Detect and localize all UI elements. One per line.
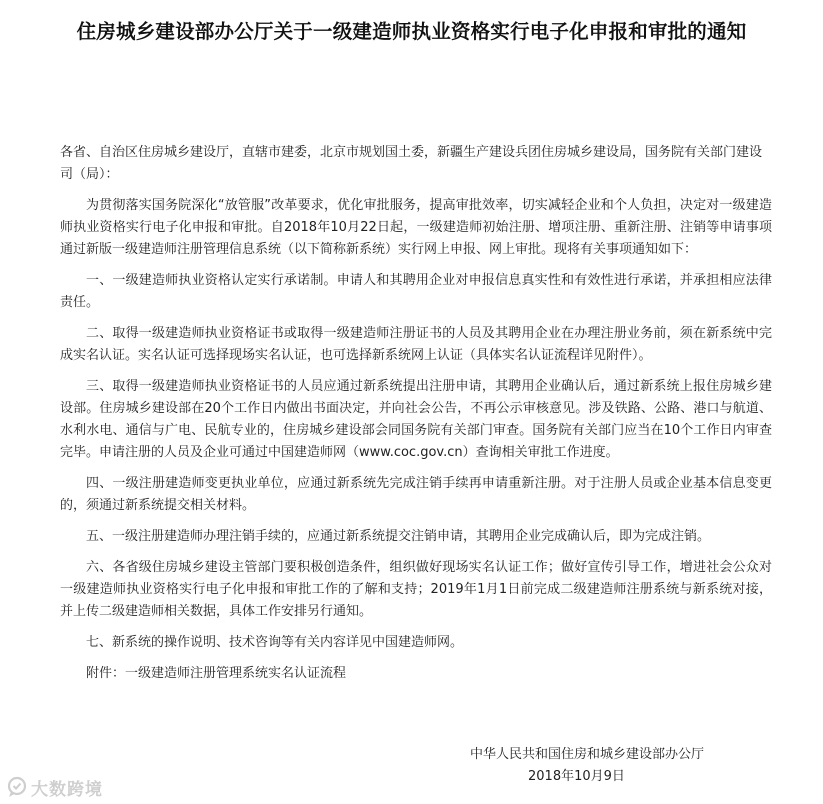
watermark <box>6 775 103 799</box>
signature-block <box>470 744 730 788</box>
salutation: 各省、自治区住房城乡建设厅，直辖市建委，北京市规划国土委，新疆生产建设兵团住房城乡建设局，国务院有关部门建设司（局）： <box>60 145 763 182</box>
signature-date: 2018年10月9日 <box>528 769 625 784</box>
clause-three: 三、取得一级建造师执业资格证书的人员应通过新系统提出注册申请，其聘用企业确认后，通过新系统上报住房城乡建设部。住房城乡建设部在20个工作日内做出书面决定，并向社会公告，不再公示审核意见。涉及铁路、公路、港口与航道、水利水电、通信与广电、民航专业的，住房城乡建设部会同国务院有关部门审查。国务院有关部门应当在10个工作日内审查完毕。申请注册的人员及企业可通过中国建造师网（www.coc.gov.cn）查询相关审批工作进度。 <box>60 379 772 460</box>
clause-two: 二、取得一级建造师执业资格证书或取得一级建造师注册证书的人员及其聘用企业在办理注册业务前，须在新系统中完成实名认证。实名认证可选择现场实名认证，也可选择新系统网上认证（具体实名认证流程详见附件）。 <box>60 326 772 363</box>
bubble-logo-icon <box>6 776 28 798</box>
attachment-note: 附件：一级建造师注册管理系统实名认证流程 <box>86 666 347 681</box>
document-title: 住房城乡建设部办公厅关于一级建造师执业资格实行电子化申报和审批的通知 <box>76 20 747 43</box>
clause-five: 五、一级注册建造师办理注销手续的，应通过新系统提交注销申请，其聘用企业完成确认后，即为完成注销。 <box>86 529 711 544</box>
watermark-text: 大数跨境 <box>31 779 103 800</box>
signature-organization: 中华人民共和国住房和城乡建设部办公厅 <box>470 747 705 762</box>
intro-paragraph: 为贯彻落实国务院深化“放管服”改革要求，优化审批服务，提高审批效率，切实减轻企业和个人负担，决定对一级建造师执业资格实行电子化申报和审批。自2018年10月22日起，一级建造师初始注册、增项注册、重新注册、注销等申请事项通过新版一级建造师注册管理信息系统（以下简称新系统）实行网上申报、网上审批。现将有关事项通知如下： <box>60 198 772 257</box>
clause-six: 六、各省级住房城乡建设主管部门要积极创造条件，组织做好现场实名认证工作；做好宣传引导工作，增进社会公众对一级建造师执业资格实行电子化申报和审批工作的了解和支持；2019年1月1日前完成二级建造师注册系统与新系统对接，并上传二级建造师相关数据，具体工作安排另行通知。 <box>60 560 772 619</box>
clause-seven: 七、新系统的操作说明、技术咨询等有关内容详见中国建造师网。 <box>86 635 464 650</box>
clause-one: 一、一级建造师执业资格认定实行承诺制。申请人和其聘用企业对申报信息真实性和有效性进行承诺，并承担相应法律责任。 <box>60 273 772 310</box>
clause-four: 四、一级注册建造师变更执业单位，应通过新系统先完成注销手续再申请重新注册。对于注册人员或企业基本信息变更的，须通过新系统提交相关材料。 <box>60 476 772 513</box>
document-body <box>60 142 772 685</box>
